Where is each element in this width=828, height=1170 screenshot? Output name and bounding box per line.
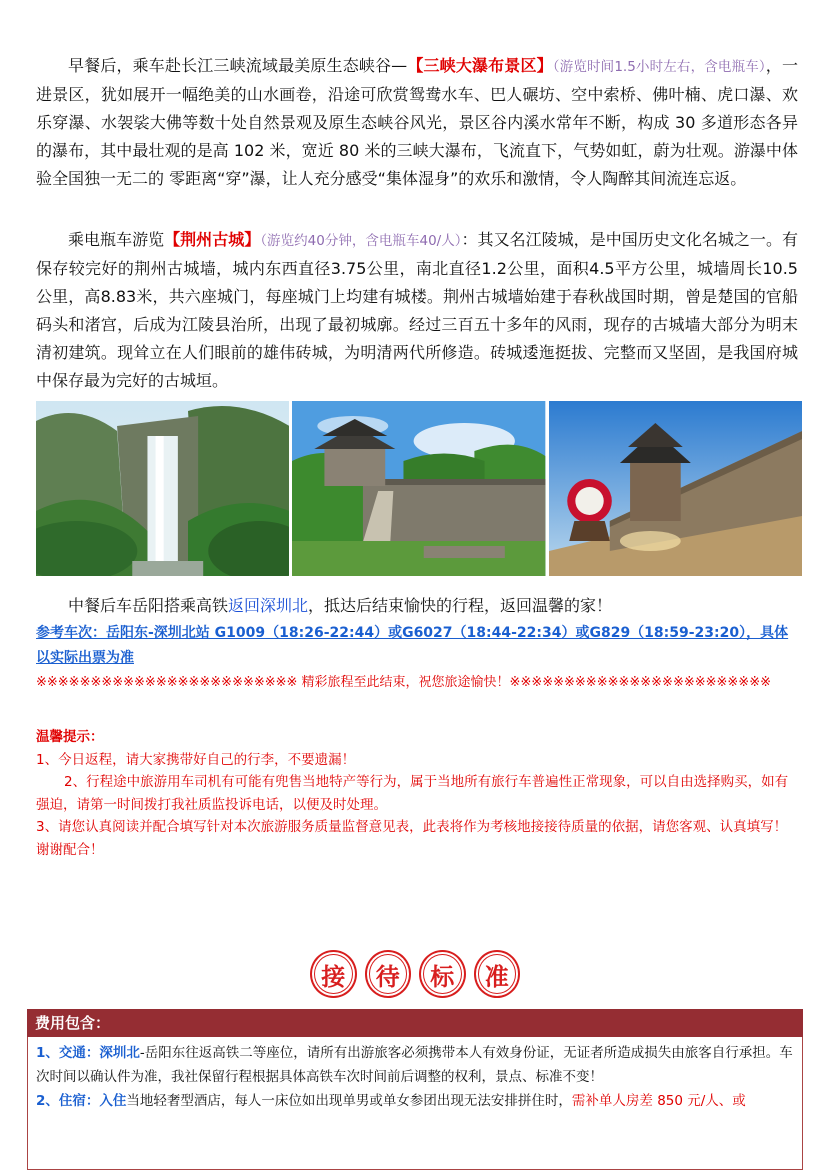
paragraph-return-trip <box>36 592 798 620</box>
city-wall-drum-photo <box>549 401 802 576</box>
stay-text: 当地轻奢型酒店，每人一床位如出现单男或单女参团出现无法安排拼住时， <box>126 1093 572 1109</box>
city-gate-tower-photo <box>292 401 545 576</box>
tip-item: 2、行程途中旅游用车司机有可能有兜售当地特产等行为，属于当地所有旅行车普遍性正常现象，可以自由选择购买，如有强迫，请第一时间拨打我社质监投诉电话，以便及时处理。 <box>36 774 789 813</box>
para1-body: ，一进景区，犹如展开一幅绝美的山水画卷，沿途可欣赏鸳鸯水车、巴人碾坊、空中索桥、佛叶楠、虎口瀑、欢乐穿瀑、水袈裟大佛等数十处自然景观及原生态峡谷风光，景区谷内溪水常年不断，构成 30 多道形态各异的瀑布，其中最壮观的是高 102 米，宽近 80 米的三峡大瀑布，飞流直下，气势如虹，蔚为壮观。游瀑中体验全国独一无二的 零距离“穿”瀑，让人充分感受“集体湿身”的欢乐和激情，令人陶醉其间流连忘返。 <box>36 56 798 188</box>
fee-stay <box>36 1089 794 1113</box>
section-heading-reception-standard <box>310 950 520 998</box>
return-destination-link[interactable]: 返回深圳北 <box>228 596 309 615</box>
tip-item: 3、请您认真阅读并配合填写针对本次旅游服务质量监督意见表，此表将作为考核地接接待质量的依据，请您客观、认真填写！谢谢配合！ <box>36 819 788 858</box>
heading-seal-char: 接 <box>310 950 357 998</box>
tips-title: 温馨提示： <box>36 729 104 745</box>
traffic-text: -岳阳东往返高铁二等座位，请所有出游旅客必须携带本人有效身份证，无证者所造成损失由旅客自行承担。车次时间以确认件为准，我社保留行程根据具体高铁车次时间前后调整的权利，景点、标准不变！ <box>36 1045 793 1085</box>
warm-tips <box>36 726 798 861</box>
single-room-supplement: 需补单人房差 850 元/人、或 <box>571 1093 746 1109</box>
waterfall-photo <box>36 401 289 576</box>
visit-duration-note: （游览约40分钟，含电瓶车40/人） <box>260 233 462 249</box>
paragraph-jingzhou-old-city <box>36 226 798 395</box>
tip-item: 1、今日返程，请大家携带好自己的行李，不要遗漏！ <box>36 751 356 768</box>
train-reference[interactable]: 参考车次：岳阳东-深圳北站 G1009（18:26-22:44）或G6027（18:44-22:34）或G829（18:59-23:20），具体以实际出票为准 <box>36 625 789 666</box>
stay-label: 2、住宿：入住 <box>36 1093 127 1109</box>
scenic-spot-name: 【三峡大瀑布景区】 <box>407 56 553 75</box>
traffic-label: 1、交通：深圳北 <box>36 1045 140 1061</box>
para1-lead: 早餐后，乘车赴长江三峡流域最美原生态峡谷— <box>68 56 408 75</box>
return-lead: 中餐后车岳阳搭乘高铁 <box>68 596 229 615</box>
return-tail: ，抵达后结束愉快的行程，返回温馨的家！ <box>308 596 613 615</box>
paragraph-three-gorges-waterfall <box>36 52 798 193</box>
heading-seal-char: 准 <box>474 950 521 998</box>
fee-include-header: 费用包含： <box>27 1009 803 1037</box>
para2-body: ：其又名江陵城，是中国历史文化名城之一。有保存较完好的荆州古城墙，城内东西直径3.75公里，南北直径1.2公里，面积4.5平方公里，城墙周长10.5公里，高8.83米，共六座城门，每座城门上均建有城楼。荆州古城墙始建于春秋战国时期，曾是楚国的官船码头和渚宫，后成为江陵县治所，出现了最初城廓。经过三百五十多年的风雨，现存的古城墙大部分为明末清初建筑。现耸立在人们眼前的雄伟砖城，为明清两代所修造。砖城逶迤挺拔、完整而又坚固，是我国府城中保存最为完好的古城垣。 <box>36 230 798 390</box>
itinerary-end-line: ※※※※※※※※※※※※※※※※※※※※※※※※ 精彩旅程至此结束，祝您旅途愉快！※※※※※※※※※※※※※※※※※※※※※※※※ <box>36 675 771 690</box>
fee-include-content <box>27 1037 803 1170</box>
fee-traffic <box>36 1041 794 1089</box>
scenic-spot-name: 【荆州古城】 <box>164 230 261 249</box>
photo-strip <box>36 401 802 576</box>
heading-seal-char: 待 <box>365 950 412 998</box>
para2-lead: 乘电瓶车游览 <box>68 230 165 249</box>
heading-seal-char: 标 <box>419 950 466 998</box>
visit-duration-note: （游览时间1.5小时左右，含电瓶车） <box>552 59 766 75</box>
